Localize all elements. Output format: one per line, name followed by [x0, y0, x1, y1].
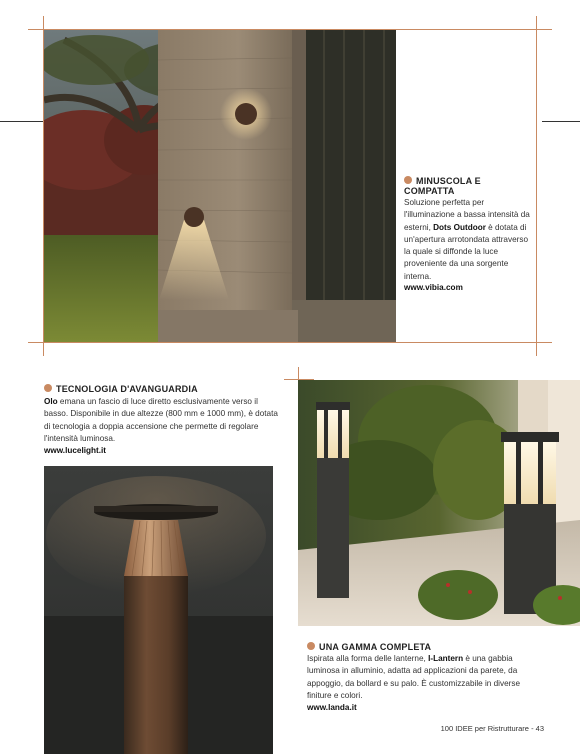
- product-olo: Olo: [44, 397, 58, 406]
- bullet-dot-icon: [404, 176, 412, 184]
- link-vibia[interactable]: www.vibia.com: [404, 283, 463, 293]
- product-i-lantern: I-Lantern: [428, 654, 464, 663]
- heading-tecnologia: TECNOLOGIA D'AVANGUARDIA: [44, 384, 278, 394]
- bullet-dot-icon: [44, 384, 52, 392]
- block-gamma: [307, 642, 543, 712]
- top-right-rule: [542, 121, 580, 122]
- photo-olo: [44, 466, 273, 754]
- block-tecnologia: [44, 384, 278, 455]
- text-gamma: Ispirata alla forma delle lanterne, I-Lantern è una gabbia luminosa in alluminio, adatta ad applicazioni da parete, da appoggio, da bollard e su palo. È customizzabile in diverse finiture e colori.: [307, 654, 521, 700]
- block-minuscola: [404, 176, 534, 292]
- bullet-dot-icon: [307, 642, 315, 650]
- crop-line-right: [536, 16, 537, 356]
- text-minuscola: Soluzione perfetta per l'illuminazione a bassa intensità da esterni, Dots Outdoor è dotata di un'apertura arrotondata attraverso la quale si diffonde la luce proveniente da una sorgente interna.: [404, 198, 530, 281]
- photo-i-lantern: [298, 380, 580, 626]
- crop-line-bottom: [28, 342, 552, 343]
- top-left-rule: [0, 121, 44, 122]
- text-tecnologia: Olo emana un fascio di luce diretto esclusivamente verso il basso. Disponibile in due altezze (800 mm e 1000 mm), è dotata di tecnologia a doppia accensione che permette di regolare l'intensità luminosa.: [44, 397, 278, 443]
- heading-minuscola: MINUSCOLA E COMPATTA: [404, 176, 481, 196]
- link-lucelight[interactable]: www.lucelight.it: [44, 446, 107, 456]
- heading-gamma: UNA GAMMA COMPLETA: [307, 642, 543, 652]
- link-landa[interactable]: www.landa.it: [307, 703, 357, 713]
- page-footer: 100 IDEE per Ristrutturare - 43: [440, 724, 544, 733]
- photo-dots-outdoor: [44, 30, 396, 342]
- product-dots-outdoor: Dots Outdoor: [433, 222, 486, 232]
